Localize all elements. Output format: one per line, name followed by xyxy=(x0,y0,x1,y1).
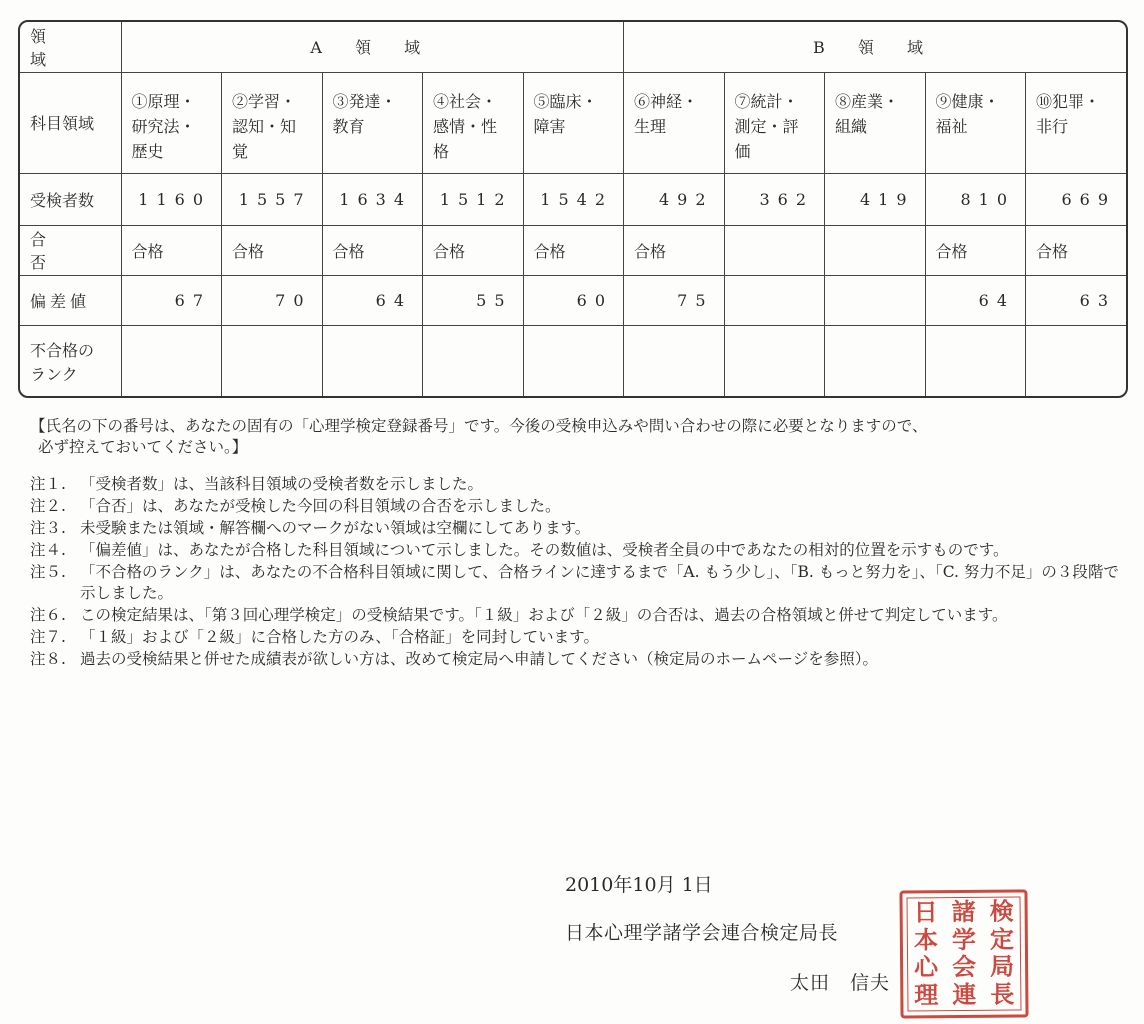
subject-cell xyxy=(121,72,222,173)
note-label: 注１. xyxy=(30,475,66,493)
seal-character: 定 xyxy=(989,924,1014,954)
examinee-count-cell: 362 xyxy=(724,173,825,225)
note-label: 注２. xyxy=(30,497,66,515)
note-label: 注６. xyxy=(30,606,66,624)
domain-row xyxy=(20,22,1126,72)
examinees-row xyxy=(20,173,1126,225)
registration-notice xyxy=(30,416,1130,458)
note-item xyxy=(30,605,1130,626)
result-row-label: 合 否 xyxy=(20,225,121,275)
subject-line: 福祉 xyxy=(935,116,968,136)
rank-cell xyxy=(825,325,926,398)
note-text: 未受験または領域・解答欄へのマークがない領域は空欄にしてあります。 xyxy=(80,519,591,537)
subject-line: 非行 xyxy=(1036,116,1069,136)
seal-character: 学 xyxy=(951,924,976,954)
examinee-count-cell: 1160 xyxy=(121,173,222,225)
note-item xyxy=(30,649,1130,670)
examinee-count-cell: 1634 xyxy=(322,173,423,225)
subject-row-label: 科目領域 xyxy=(20,72,121,173)
official-seal-stamp xyxy=(899,889,1028,1018)
subject-line: ⑦統計・ xyxy=(734,91,799,111)
subject-line: ⑨健康・ xyxy=(935,91,1000,111)
subject-line: 生理 xyxy=(634,116,667,136)
deviation-score-cell: 60 xyxy=(523,275,624,325)
note-label: 注８. xyxy=(30,650,66,668)
result-cell: 合格 xyxy=(624,225,725,275)
rank-cell xyxy=(523,325,624,398)
deviation-score-cell xyxy=(825,275,926,325)
rank-cell xyxy=(624,325,725,398)
examinee-count-cell: 669 xyxy=(1026,173,1127,225)
subject-line: 歴史 xyxy=(131,141,164,161)
deviation-score-cell: 63 xyxy=(1026,275,1127,325)
examinee-count-cell: 810 xyxy=(925,173,1026,225)
deviation-score-cell xyxy=(724,275,825,325)
notice-line-2: 必ず控えておいてください。】 xyxy=(38,438,248,456)
deviation-score-cell: 64 xyxy=(322,275,423,325)
seal-character: 会 xyxy=(951,951,977,982)
note-text: 「不合格のランク」は、あなたの不合格科目領域に関して、合格ラインに達するまで「A. もう少し」、「B. もっと努力を」、「C. 努力不足」の３段階で示しました。 xyxy=(80,563,1119,602)
subject-line: 認知・知 xyxy=(232,116,297,136)
note-text: 「合否」は、あなたが受検した今回の科目領域の合否を示しました。 xyxy=(80,497,561,515)
result-cell xyxy=(825,225,926,275)
deviation-score-cell: 75 xyxy=(624,275,725,325)
examinees-row-label: 受検者数 xyxy=(20,173,121,225)
subject-line: 組織 xyxy=(835,116,868,136)
deviation-score-cell: 64 xyxy=(925,275,1026,325)
result-cell: 合格 xyxy=(121,225,222,275)
rank-label-line-2: ランク xyxy=(30,364,78,384)
subject-line: ⑤臨床・ xyxy=(533,91,598,111)
subject-line: ⑩犯罪・ xyxy=(1036,91,1101,111)
rank-cell xyxy=(222,325,323,398)
examinee-count-cell: 492 xyxy=(624,173,725,225)
result-cell: 合格 xyxy=(523,225,624,275)
note-text: 「受検者数」は、当該科目領域の受検者数を示しました。 xyxy=(80,475,484,493)
notes-section xyxy=(30,416,1130,671)
rank-cell xyxy=(1026,325,1127,398)
rank-cell xyxy=(121,325,222,398)
note-text: この検定結果は、「第３回心理学検定」の受検結果です。「１級」および「２級」の合否は、過去の合格領域と併せて判定しています。 xyxy=(80,606,1008,624)
rank-cell xyxy=(423,325,524,398)
examinee-count-cell: 1512 xyxy=(423,173,524,225)
seal-character: 日 xyxy=(913,897,938,927)
seal-character: 本 xyxy=(913,924,938,954)
seal-character: 検 xyxy=(989,896,1014,926)
rank-cell xyxy=(322,325,423,398)
director-name: 太田 信夫 xyxy=(790,972,891,994)
issuing-organization: 日本心理学諸学会連合検定局長 xyxy=(565,922,839,944)
note-item xyxy=(30,474,1130,495)
note-item xyxy=(30,496,1130,517)
subject-line: ⑧産業・ xyxy=(835,91,900,111)
score-row-label: 偏差値 xyxy=(20,275,121,325)
subject-line: 障害 xyxy=(533,116,566,136)
seal-character: 連 xyxy=(952,979,977,1009)
rank-cell xyxy=(925,325,1026,398)
note-label: 注３. xyxy=(30,519,66,537)
subject-line: 覚 xyxy=(232,141,249,161)
rank-cell xyxy=(724,325,825,398)
seal-character: 諸 xyxy=(951,896,976,927)
result-cell: 合格 xyxy=(222,225,323,275)
subject-line: ①原理・ xyxy=(131,91,196,111)
deviation-score-cell: 67 xyxy=(121,275,222,325)
examinee-count-cell: 1542 xyxy=(523,173,624,225)
subject-line: ②学習・ xyxy=(232,91,297,111)
result-cell: 合格 xyxy=(423,225,524,275)
note-label: 注４. xyxy=(30,541,66,559)
note-label: 注７. xyxy=(30,628,66,646)
subject-line: ⑥神経・ xyxy=(634,91,699,111)
note-item xyxy=(30,540,1130,561)
seal-character: 心 xyxy=(913,952,939,982)
subject-cell xyxy=(423,72,524,173)
results-table xyxy=(18,20,1128,398)
subject-cell xyxy=(222,72,323,173)
notice-line-1: 【氏名の下の番号は、あなたの固有の「心理学検定登録番号」です。今後の受検申込みや問い合わせの際に必要となりますので、 xyxy=(30,417,928,435)
subject-cell xyxy=(724,72,825,173)
subject-cell xyxy=(1026,72,1127,173)
rank-row xyxy=(20,325,1126,398)
rank-label-line-1: 不合格の xyxy=(30,340,95,360)
note-text: 過去の受検結果と併せた成績表が欲しい方は、改めて検定局へ申請してください（検定局のホームページを参照）。 xyxy=(80,650,878,668)
rank-row-label xyxy=(20,325,121,398)
subject-line: 研究法・ xyxy=(131,116,196,136)
deviation-score-cell: 70 xyxy=(222,275,323,325)
result-cell: 合格 xyxy=(322,225,423,275)
subject-line: 価 xyxy=(734,141,751,161)
note-label: 注５. xyxy=(30,563,66,581)
seal-character: 長 xyxy=(990,979,1015,1009)
seal-character: 理 xyxy=(914,979,939,1009)
subject-line: 格 xyxy=(433,141,450,161)
note-item xyxy=(30,627,1130,648)
subject-line: 測定・評 xyxy=(734,116,799,136)
seal-character: 局 xyxy=(989,951,1015,981)
note-item xyxy=(30,562,1130,604)
domain-header-label: 領 域 xyxy=(20,22,121,72)
subject-cell xyxy=(925,72,1026,173)
subject-cell xyxy=(523,72,624,173)
subject-line: 感情・性 xyxy=(433,116,498,136)
result-row xyxy=(20,225,1126,275)
note-text: 「１級」および「２級」に合格した方のみ、「合格証」を同封しています。 xyxy=(80,628,599,646)
examinee-count-cell: 419 xyxy=(825,173,926,225)
note-item xyxy=(30,518,1130,539)
notes-list xyxy=(30,474,1130,670)
subject-cell xyxy=(825,72,926,173)
result-cell xyxy=(724,225,825,275)
subject-line: ④社会・ xyxy=(433,91,498,111)
score-row xyxy=(20,275,1126,325)
subject-line: 教育 xyxy=(332,116,365,136)
domain-b-label: B 領 域 xyxy=(624,22,1127,72)
note-text: 「偏差値」は、あなたが合格した科目領域について示しました。その数値は、受検者全員の中であなたの相対的位置を示すものです。 xyxy=(80,541,1009,559)
domain-a-label: A 領 域 xyxy=(121,22,624,72)
subject-cell xyxy=(624,72,725,173)
result-cell: 合格 xyxy=(925,225,1026,275)
examinee-count-cell: 1557 xyxy=(222,173,323,225)
result-cell: 合格 xyxy=(1026,225,1127,275)
subject-line: ③発達・ xyxy=(332,91,397,111)
issue-date: 2010年10月 1日 xyxy=(565,874,713,896)
subject-cell xyxy=(322,72,423,173)
subject-row xyxy=(20,72,1126,173)
deviation-score-cell: 55 xyxy=(423,275,524,325)
